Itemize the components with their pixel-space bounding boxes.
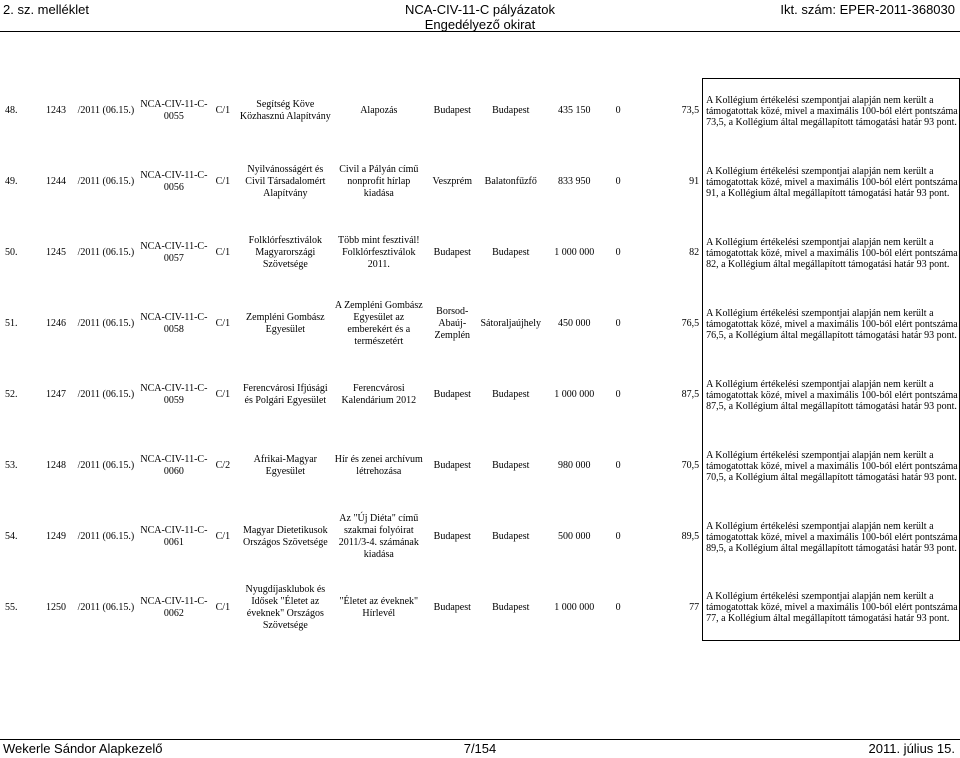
row-id: 1249 — [45, 531, 66, 542]
footer-date: 2011. július 15. — [868, 741, 955, 756]
row-id: 1243 — [45, 105, 66, 116]
row-code: NCA-CIV-11-C-0058 — [140, 312, 208, 335]
row-county: Budapest — [433, 105, 471, 116]
row-id: 1244 — [45, 176, 66, 187]
row-number: 48. — [5, 105, 18, 116]
row-granted: 0 — [615, 105, 621, 116]
table-row — [0, 576, 960, 641]
row-id: 1245 — [45, 247, 66, 258]
row-date: /2011 (06.15.) — [77, 460, 135, 471]
row-code: NCA-CIV-11-C-0059 — [140, 383, 208, 406]
row-number: 55. — [5, 602, 18, 613]
row-project-title: Ferencvárosi Kalendárium 2012 — [341, 383, 417, 406]
row-code: NCA-CIV-11-C-0056 — [140, 170, 208, 193]
row-county: Budapest — [433, 389, 471, 400]
row-county: Veszprém — [432, 176, 472, 187]
row-granted: 0 — [615, 389, 621, 400]
row-project-title: Az "Új Diéta" című szakmai folyóirat 2011/3-4. számának kiadása — [338, 513, 419, 560]
row-county: Budapest — [433, 531, 471, 542]
row-organization: Zempléni Gombász Egyesület — [246, 312, 325, 335]
row-organization: Ferencvárosi Ifjúsági és Polgári Egyesület — [242, 383, 328, 406]
row-project-title: A Zempléni Gombász Egyesület az emberekért és a természetért — [334, 300, 423, 347]
table-row — [0, 150, 960, 215]
footer-rule — [0, 739, 960, 740]
row-justification: A Kollégium értékelési szempontjai alapján nem került a támogatottak közé, mivel a maximális 100-ból elért pontszáma 73,5, a Kollégium által megállapított támogatási határ 93 pont. — [703, 79, 960, 144]
row-date: /2011 (06.15.) — [77, 389, 135, 400]
row-id: 1248 — [45, 460, 66, 471]
row-category: C/1 — [215, 176, 231, 187]
row-project-title: "Életet az éveknek" Hírlevél — [339, 596, 419, 619]
row-city: Budapest — [492, 531, 530, 542]
row-project-title: Hír és zenei archívum létrehozása — [334, 454, 423, 477]
row-city: Sátoraljaújhely — [480, 318, 542, 329]
row-project-title: Alapozás — [360, 105, 398, 116]
row-category: C/2 — [215, 460, 231, 471]
row-date: /2011 (06.15.) — [77, 105, 135, 116]
row-organization: Nyilvánosságért és Civil Társadalomért Alapítvány — [245, 164, 326, 199]
row-granted: 0 — [615, 318, 621, 329]
row-organization: Afrikai-Magyar Egyesület — [253, 454, 317, 477]
row-granted: 0 — [615, 460, 621, 471]
row-id: 1250 — [45, 602, 66, 613]
row-amount: 980 000 — [557, 460, 591, 471]
row-granted: 0 — [615, 602, 621, 613]
table-row — [0, 221, 960, 286]
row-category: C/1 — [215, 389, 231, 400]
title-line-1: NCA-CIV-11-C pályázatok — [404, 2, 556, 17]
row-organization: Segítség Köve Közhasznú Alapítvány — [239, 99, 331, 122]
row-amount: 435 150 — [557, 105, 591, 116]
row-id: 1247 — [45, 389, 66, 400]
row-score: 76,5 — [681, 318, 700, 329]
row-number: 49. — [5, 176, 18, 187]
row-category: C/1 — [215, 531, 231, 542]
row-organization: Folklórfesztiválok Magyarországi Szövetsége — [248, 235, 322, 270]
page-header — [0, 0, 960, 30]
table-row — [0, 292, 960, 357]
row-organization: Nyugdíjasklubok és Idősek "Életet az éveknek" Országos Szövetsége — [245, 584, 326, 631]
row-code: NCA-CIV-11-C-0057 — [140, 241, 208, 264]
row-county: Budapest — [433, 602, 471, 613]
row-organization: Magyar Dietetikusok Országos Szövetsége — [242, 525, 328, 548]
page-number: 7/154 — [463, 741, 497, 756]
row-city: Budapest — [492, 247, 530, 258]
row-date: /2011 (06.15.) — [77, 318, 135, 329]
row-date: /2011 (06.15.) — [77, 176, 135, 187]
row-number: 51. — [5, 318, 18, 329]
row-amount: 450 000 — [557, 318, 591, 329]
row-code: NCA-CIV-11-C-0060 — [140, 454, 208, 477]
row-score: 70,5 — [681, 460, 700, 471]
publisher: Wekerle Sándor Alapkezelő — [3, 741, 163, 756]
row-id: 1246 — [45, 318, 66, 329]
table-row — [0, 363, 960, 428]
row-code: NCA-CIV-11-C-0061 — [140, 525, 208, 548]
row-category: C/1 — [215, 602, 231, 613]
row-amount: 1 000 000 — [554, 389, 595, 400]
row-justification: A Kollégium értékelési szempontjai alapján nem került a támogatottak közé, mivel a maximális 100-ból elért pontszáma 70,5, a Kollégium által megállapított támogatási határ 93 pont. — [703, 434, 960, 499]
row-justification: A Kollégium értékelési szempontjai alapján nem került a támogatottak közé, mivel a maximális 100-ból elért pontszáma 91, a Kollégium által megállapított támogatási határ 93 pont. — [703, 150, 960, 215]
row-score: 87,5 — [681, 389, 700, 400]
row-number: 52. — [5, 389, 18, 400]
row-granted: 0 — [615, 531, 621, 542]
row-county: Borsod-Abaúj-Zemplén — [434, 306, 471, 341]
row-date: /2011 (06.15.) — [77, 531, 135, 542]
row-city: Balatonfűzfő — [484, 176, 537, 187]
row-justification: A Kollégium értékelési szempontjai alapján nem került a támogatottak közé, mivel a maximális 100-ból elért pontszáma 77, a Kollégium által megállapított támogatási határ 93 pont. — [703, 576, 960, 641]
row-city: Budapest — [492, 105, 530, 116]
row-category: C/1 — [215, 105, 231, 116]
row-granted: 0 — [615, 176, 621, 187]
row-code: NCA-CIV-11-C-0062 — [140, 596, 208, 619]
table-row — [0, 79, 960, 144]
row-amount: 500 000 — [557, 531, 591, 542]
page-footer — [0, 741, 960, 758]
registration-number: Ikt. szám: EPER-2011-368030 — [780, 2, 955, 17]
row-number: 53. — [5, 460, 18, 471]
row-code: NCA-CIV-11-C-0055 — [140, 99, 208, 122]
row-granted: 0 — [615, 247, 621, 258]
row-score: 89,5 — [681, 531, 700, 542]
row-date: /2011 (06.15.) — [77, 602, 135, 613]
row-category: C/1 — [215, 247, 231, 258]
row-justification: A Kollégium értékelési szempontjai alapján nem került a támogatottak közé, mivel a maximális 100-ból elért pontszáma 82, a Kollégium által megállapított támogatási határ 93 pont. — [703, 221, 960, 286]
row-county: Budapest — [433, 460, 471, 471]
annex-label: 2. sz. melléklet — [3, 2, 89, 17]
header-rule — [0, 31, 960, 32]
table-row — [0, 505, 960, 570]
row-amount: 1 000 000 — [554, 602, 595, 613]
row-amount: 833 950 — [557, 176, 591, 187]
row-project-title: Civil a Pályán című nonprofit hírlap kiadása — [339, 164, 419, 199]
row-county: Budapest — [433, 247, 471, 258]
row-score: 77 — [689, 602, 700, 613]
row-city: Budapest — [492, 389, 530, 400]
row-justification: A Kollégium értékelési szempontjai alapján nem került a támogatottak közé, mivel a maximális 100-ból elért pontszáma 89,5, a Kollégium által megállapított támogatási határ 93 pont. — [703, 505, 960, 570]
row-number: 54. — [5, 531, 18, 542]
row-amount: 1 000 000 — [554, 247, 595, 258]
title-line-2: Engedélyező okirat — [424, 17, 536, 32]
row-justification: A Kollégium értékelési szempontjai alapján nem került a támogatottak közé, mivel a maximális 100-ból elért pontszáma 87,5, a Kollégium által megállapított támogatási határ 93 pont. — [703, 363, 960, 428]
row-date: /2011 (06.15.) — [77, 247, 135, 258]
row-project-title: Több mint fesztivál! Folklórfesztiválok 2011. — [337, 235, 420, 270]
row-city: Budapest — [492, 602, 530, 613]
row-category: C/1 — [215, 318, 231, 329]
row-score: 91 — [689, 176, 700, 187]
table-row — [0, 434, 960, 499]
row-justification: A Kollégium értékelési szempontjai alapján nem került a támogatottak közé, mivel a maximális 100-ból elért pontszáma 76,5, a Kollégium által megállapított támogatási határ 93 pont. — [703, 292, 960, 357]
row-score: 73,5 — [681, 105, 700, 116]
table-body — [0, 79, 960, 641]
applications-table — [0, 78, 960, 641]
row-score: 82 — [689, 247, 700, 258]
row-city: Budapest — [492, 460, 530, 471]
row-number: 50. — [5, 247, 18, 258]
